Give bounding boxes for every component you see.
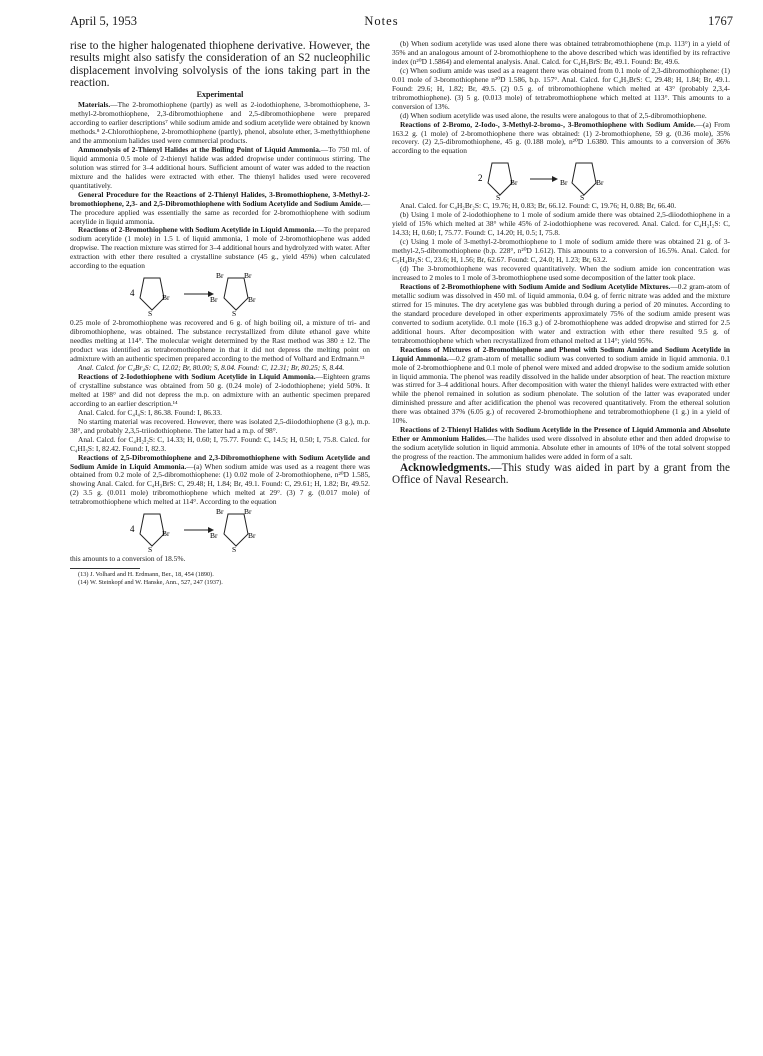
acknowledgments-paragraph: [392, 462, 730, 486]
ammonolysis-paragraph: [70, 146, 370, 191]
thiophene-ring: [140, 514, 164, 546]
materials-title: Materials.: [78, 100, 111, 110]
equation-coefficient: 4: [130, 524, 135, 535]
thiophene-ring: [488, 163, 512, 195]
reaction6-text: —0.2 gram-atom of metallic sodium was converted to sodium amide in liquid ammonia. 0.1 mole of 2-bromothiophene and 0.1 mole of phenol were mixed and added dropwise to the sodium amide solution in liquid ammonia. The phenol was readily dissolved in the halide under absorption of heat. The reaction mixture was stirred for 3–4 additional hours. After decomposition with water the thienyl halides were extracted with ether while the phenol remained in solution as sodium phenolate. The solution of the latter was evaporated under diminished pressure and after acidification the phenol was recovered quantitatively. From the ethereal solution there was obtained 37% (6.05 g.) of recovered 2-bromothiophene and tetrabromothiophene (1 g.) in a yield of 10%.: [392, 353, 730, 426]
equation-tetrabromination-2: [70, 508, 370, 554]
left-column: [70, 40, 370, 586]
bromine-label: Br: [210, 531, 218, 541]
general-procedure-paragraph: [70, 191, 370, 227]
sulfur-label: S: [148, 309, 153, 319]
bromine-label: Br: [244, 272, 252, 281]
analysis-4: Anal. Calcd. for C₄H₂Br₂S: C, 19.76; H, 0.83; Br, 66.12. Found: C, 19.76; H, 0.88; Br, 66.40.: [400, 201, 677, 211]
reaction1-text: —To the prepared sodium acetylide (1 mole) in 1.5 l. of liquid ammonia, 1 mole of 2-bromothiophene was added dropwise. The reaction mixture was stirred for 3–4 additional hours and hydrolyzed with water. After extraction with ether there resulted a crystalline substance (45 g., yield 45%) when calculated according to the equation: [70, 225, 370, 271]
analysis-3: Anal. Calcd. for C₄H₂I₂S: C, 14.33; H, 0.60; I, 75.77. Found: C, 14.5; H, 0.50; I, 75.8. Calcd. for C₄HI₃S: I, 82.42. Found: I, 82.3.: [70, 434, 370, 453]
reaction7-title: Reactions of 2-Thienyl Halides with Sodium Acetylide in the Presence of Liquid Ammonia and Absolute Ether or Ammonium Halides.: [392, 425, 730, 444]
intro-paragraph: rise to the higher halogenated thiophene derivative. However, the results might also satisfy the consideration of an S⁡2 nucleophilic displacement involving solvolysis of the ions taking part in the reaction.: [70, 40, 370, 89]
reaction7-paragraph: [392, 426, 730, 462]
footnote-13: (13) J. Volhard and H. Erdmann, Ber., 18, 454 (1890).: [78, 571, 214, 579]
thiophene-ring-product: [572, 163, 596, 195]
reaction1-title: Reactions of 2-Bromothiophene with Sodium Acetylide in Liquid Ammonia.: [78, 225, 317, 235]
bromine-label: Br: [162, 529, 170, 539]
reaction7-text: —The halides used were dissolved in absolute ether and then added dropwise to the sodium acetylide solution in liquid ammonia. Absolute ether in amounts of 10% of the total solvent stopped the progress of the reaction. The ammonium halides were added in form of a salt.: [392, 434, 730, 462]
reaction6-title: Reactions of Mixtures of 2-Bromothiophene and Phenol with Sodium Amide and Sodium Acetylide in Liquid Ammonia.: [392, 344, 730, 363]
reaction1-paragraph: [70, 226, 370, 271]
acknowledgments-title: Acknowledgments.: [400, 462, 491, 475]
reaction2-continued: No starting material was recovered. However, there was isolated 2,5-diiodothiophene (3 g.), m.p. 38°, and probably 2,3,5-triiodothiophene. The latter had a m.p. of 98°.: [70, 416, 370, 435]
chemical-equation-figure: [392, 157, 730, 201]
right-column: [392, 40, 730, 486]
analysis-2: Anal. Calcd. for C₄I₄S: I, 86.38. Found: I, 86.33.: [78, 407, 222, 417]
reaction5-paragraph: [392, 283, 730, 346]
equation-tetrabromination-1: [70, 272, 370, 318]
equation-coefficient: 4: [130, 288, 135, 299]
reaction5-text: —0.2 gram-atom of metallic sodium was dissolved in 450 ml. of liquid ammonia, 0.04 g. of ferric nitrate was added and the mixture stirred for 15 minutes. The dry acetylene gas was bubbled through during a period of 20 minutes. According to the standard procedure developed in other experiments approximately 75% of the sodium amide present was converted to sodium acetylide. 0.1 mole (16.3 g.) of 2-bromothiophene was added dropwise and stirred for 2.5 additional hours. After decomposition with water and extraction with ether there resulted 9.5 g. of tetrabromothiophene which when recrystallized from ethanol melted at 114°; yield 95%.: [392, 281, 731, 345]
bromine-label: Br: [248, 531, 256, 541]
materials-paragraph: [70, 101, 370, 146]
reaction3-part-b: (b) When sodium acetylide was used alone there was obtained tetrabromothiophene (m.p. 113°) in a yield of 35% and an analogous amount of 2-bromothiophene to the above described which was identified by its refractive index (n²⁰D 1.5864) and elemental analysis. Anal. Calcd. for C₄H₃BrS: Br, 49.1. Found: Br, 49.6.: [392, 39, 730, 66]
ammonolysis-text: —To 750 ml. of liquid ammonia 0.5 mole of 2-thienyl halide was added dropwise under continuous stirring. The solution was stirred for 3–4 additional hours. Sufficient amount of water was added to the reaction mixture and the halides were extracted with ether. The thienyl halides used were recovered quantitatively.: [70, 144, 370, 190]
bromine-label: Br: [162, 293, 170, 303]
materials-text: —The 2-bromothiophene (partly) as well as 2-iodothiophene, 3-bromothiophene, 3-methyl-2-bromothiophene, 2,3-dibromothiophene and 2,5-dibromothiophene were prepared according to earlier descriptions⁷ while sodium amide and sodium acetylide were obtained by known methods.⁸ 2-Chlorothiophene, 2-bromothiophene (partly), phenol, absolute ether, 3-methylthiophene and the ammonium halides used were commercial products.: [70, 100, 370, 145]
reaction2-title: Reactions of 2-Iodothiophene with Sodium Acetylide in Liquid Ammonia.: [78, 371, 316, 381]
reaction-arrowhead: [552, 176, 558, 182]
ammonolysis-title: Ammonolysis of 2-Thienyl Halides at the Boiling Point of Liquid Ammonia.: [78, 144, 321, 154]
equation-dibromination: [392, 157, 730, 201]
bromine-label: Br: [596, 178, 604, 188]
reaction3-title: Reactions of 2,5-Dibromothiophene and 2,3-Dibromothiophene with Sodium Acetylide and Sodium Amide in Liquid Ammonia.: [70, 452, 370, 471]
header-page-number: 1767: [708, 14, 733, 28]
footnote-14: (14) W. Steinkopf and W. Hanske, Ann., 527, 247 (1937).: [78, 578, 223, 586]
footnote-divider: [70, 568, 140, 569]
reaction4-paragraph: [392, 121, 730, 157]
reaction4-part-b: (b) Using 1 mole of 2-iodothiophene to 1 mole of sodium amide there was obtained 2,5-diiodothiophene in a yield of 15% which melted at 38° while 45% of 2-iodothiophene was recovered. Anal. Calcd. for C₄H₂I₂S: C, 14.33; H, 0.60; I, 75.77. Found: C, 14.20; H, 0.5; I, 75.8.: [392, 210, 730, 238]
reaction5-title: Reactions of 2-Bromothiophene with Sodium Amide and Sodium Acetylide Mixtures.: [400, 281, 671, 291]
reaction1-continued: 0.25 mole of 2-bromothiophene was recovered and 6 g. of high boiling oil, a mixture of tri- and dibromothiophene, was obtained. The substance recrystallized from dilute ethanol gave white needles melting at 114°. The molecular weight determined by the Rast method was 380 ± 12. The product was identified as tetrabromothiophene in that it did not depress the melting point on admixture with an authentic specimen prepared according to the method of Volhard and Erdmann.¹³: [70, 318, 370, 364]
bromine-label: Br: [560, 178, 568, 188]
reaction4-part-d: (d) The 3-bromothiophene was recovered quantitatively. When the sodium amide ion concentration was increased to 2 moles to 1 mole of 3-bromothiophene used some decomposition of the latter took place.: [392, 264, 730, 283]
reaction2-text: —Eighteen grams of crystalline substance was obtained from 50 g. (0.24 mole) of 2-iodothiophene; yield 50%. It melted at 198° and did not depress the m.p. on admixture with an authentic specimen prepared according to an earlier description.¹⁴: [70, 371, 370, 408]
acknowledgments-text: —This study was aided in part by a grant from the Office of Naval Research.: [392, 462, 730, 487]
chemical-equation-figure: [70, 508, 370, 554]
bromine-label: Br: [510, 178, 518, 188]
bromine-label: Br: [216, 272, 224, 281]
analysis-1: Anal. Calcd. for C₄Br₄S: C, 12.02; Br, 80.00; S, 8.04. Found: C, 12.31; Br, 80.25; S, 8.44.: [78, 363, 345, 373]
bromine-label: Br: [216, 508, 224, 517]
thiophene-ring-product: [224, 514, 248, 546]
header-section: Notes: [364, 14, 399, 28]
section-heading-experimental: Experimental: [196, 90, 244, 100]
sulfur-label: S: [232, 309, 237, 319]
header-date: April 5, 1953: [70, 14, 138, 28]
general-procedure-text: —The procedure applied was essentially the same as recorded for 2-bromothiophene with sodium acetylide in liquid ammonia.: [70, 198, 370, 226]
bromine-label: Br: [210, 295, 218, 305]
thiophene-ring: [140, 278, 164, 310]
equation-coefficient: 2: [478, 173, 483, 184]
thiophene-ring-product: [224, 278, 248, 310]
reaction4-title: Reactions of 2-Bromo, 2-Iodo-, 3-Methyl-2-bromo-, 3-Bromothiophene with Sodium Amide.: [400, 119, 696, 129]
chemical-equation-figure: [70, 272, 370, 318]
sulfur-label: S: [580, 193, 585, 202]
sulfur-label: S: [148, 545, 153, 555]
reaction6-paragraph: [392, 346, 730, 427]
bromine-label: Br: [248, 295, 256, 305]
reaction3-paragraph: [70, 454, 370, 508]
sulfur-label: S: [232, 545, 237, 555]
general-procedure-title: General Procedure for the Reactions of 2-Thienyl Halides, 3-Bromothiophene, 3-Methyl-2-bromothiophene, 2,3- and 2,5-Dibromothiophene with Sodium Acetylide and Sodium Amide.: [70, 189, 370, 208]
reaction3-conclusion: this amounts to a conversion of 18.5%.: [70, 554, 186, 564]
reaction3-part-d: (d) When sodium acetylide was used alone, the results were analogous to that of 2,5-dibromothiophene.: [400, 110, 707, 120]
sulfur-label: S: [496, 193, 501, 202]
bromine-label: Br: [244, 508, 252, 517]
reaction3-part-c: (c) When sodium amide was used as a reagent there was obtained from 0.1 mole of 2,3-dibromothiophene: (1) 0.01 mole of 3-bromothiophene n²⁰D 1.586, b.p. 157°. Anal. Calcd. for C₄H₃BrS: C, 29.48; H, 1.84; Br, 49.1. Found: 29.6; H, 1.82; Br, 49.5. (2) 0.5 g. of tribromothiophene which melted at 43° (probably 2,3,4-tribromothiophene). (3) 5 g. (0.013 mole) of tetrabromothiophene which melted at 113°. This amounts to a conversion of 13%.: [392, 65, 730, 111]
reaction2-paragraph: [70, 373, 370, 409]
reaction3-text: —(a) When sodium amide was used as a reagent there was obtained from 0.2 mole of 2,5-dibromothiophene: (1) 0.02 mole of 2-bromothiophene, n²⁰D 1.585, showing Anal. Calcd. for C₄H₃BrS: C, 29.48; H, 1.84; Br, 49.1. Found: C, 29.61; H, 1.82; Br, 49.52. (2) 3.5 g. (0.011 mole) tribromothiophene which melted at 29°. (3) 7 g. (0.017 mole) of tetrabromothiophene which melted at 114°. According to the equation: [70, 461, 370, 507]
reaction4-text: —(a) From 163.2 g. (1 mole) of 2-bromothiophene there was obtained: (1) 2-bromothiophene, 59 g. (0.36 mole), 35% recovery. (2) 2,5-dibromothiophene, 45 g. (0.188 mole), n²⁰D 1.6380. This amounts to a conversion of 36% according to the equation: [392, 119, 730, 156]
reaction4-part-c: (c) Using 1 mole of 3-methyl-2-bromothiophene to 1 mole of sodium amide there was obtained 21 g. of 3-methyl-2,5-dibromothiophene (b.p. 228°, n²⁰D 1.612). This amounts to a conversion of 16.5%. Anal. Calcd. for C₅H₄Br₂S: C, 23.6; H, 1.56; Br, 62.67. Found: C, 24.0; H, 1.23; Br, 63.2.: [392, 237, 730, 265]
